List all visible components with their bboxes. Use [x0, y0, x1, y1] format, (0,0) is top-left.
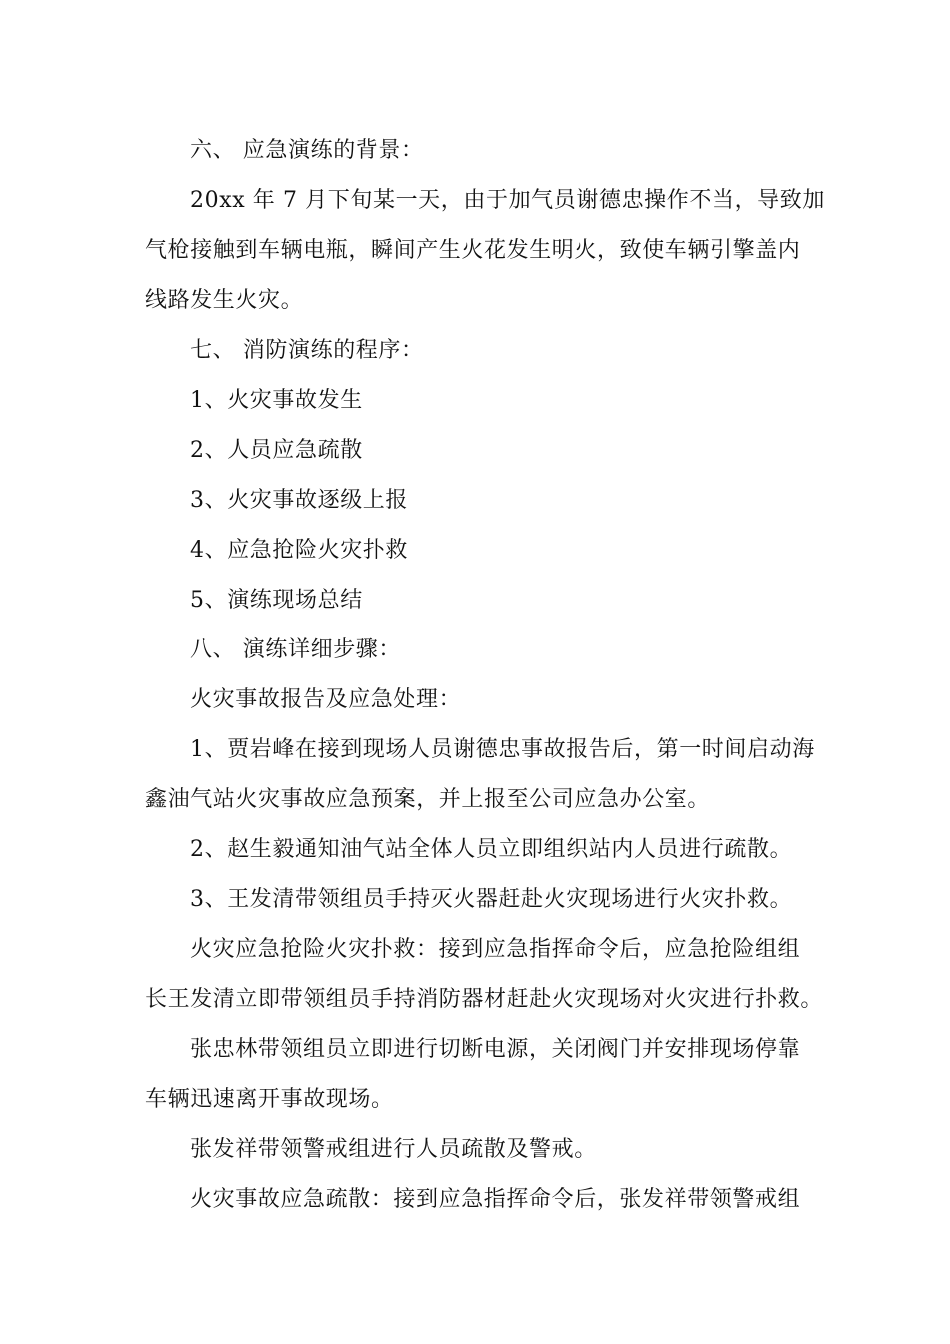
list-item: 4、应急抢险火灾扑救 — [190, 538, 408, 563]
paragraph-line: 2、赵生毅通知油气站全体人员立即组织站内人员进行疏散。 — [190, 837, 793, 862]
section-6-heading: 六、 应急演练的背景： — [190, 138, 424, 163]
subsection-heading: 火灾事故报告及应急处理： — [190, 687, 462, 712]
paragraph-line: 3、王发清带领组员手持灭火器赶赴火灾现场进行火灾扑救。 — [190, 887, 793, 912]
paragraph-line: 1、贾岩峰在接到现场人员谢德忠事故报告后，第一时间启动海 — [190, 737, 815, 762]
paragraph-line: 长王发清立即带领组员手持消防器材赶赴火灾现场对火灾进行扑救。 — [145, 987, 824, 1012]
paragraph-line: 车辆迅速离开事故现场。 — [145, 1087, 394, 1112]
paragraph-line: 鑫油气站火灾事故应急预案，并上报至公司应急办公室。 — [145, 787, 711, 812]
list-item: 2、人员应急疏散 — [190, 438, 363, 463]
paragraph-line: 张忠林带领组员立即进行切断电源，关闭阀门并安排现场停靠 — [190, 1037, 801, 1062]
paragraph-line: 火灾事故应急疏散：接到应急指挥命令后，张发祥带领警戒组 — [190, 1187, 801, 1212]
list-item: 3、火灾事故逐级上报 — [190, 488, 408, 513]
paragraph-line: 20xx 年 7 月下旬某一天，由于加气员谢德忠操作不当，导致加 — [190, 188, 825, 213]
section-7-heading: 七、 消防演练的程序： — [190, 338, 424, 363]
paragraph-line: 火灾应急抢险火灾扑救：接到应急指挥命令后，应急抢险组组 — [190, 937, 801, 962]
section-8-heading: 八、 演练详细步骤： — [190, 637, 401, 662]
list-item: 1、火灾事故发生 — [190, 388, 363, 413]
paragraph-line: 线路发生火灾。 — [145, 288, 304, 313]
paragraph-line: 气枪接触到车辆电瓶，瞬间产生火花发生明火，致使车辆引擎盖内 — [145, 238, 801, 263]
list-item: 5、演练现场总结 — [190, 588, 363, 613]
paragraph-line: 张发祥带领警戒组进行人员疏散及警戒。 — [190, 1137, 597, 1162]
